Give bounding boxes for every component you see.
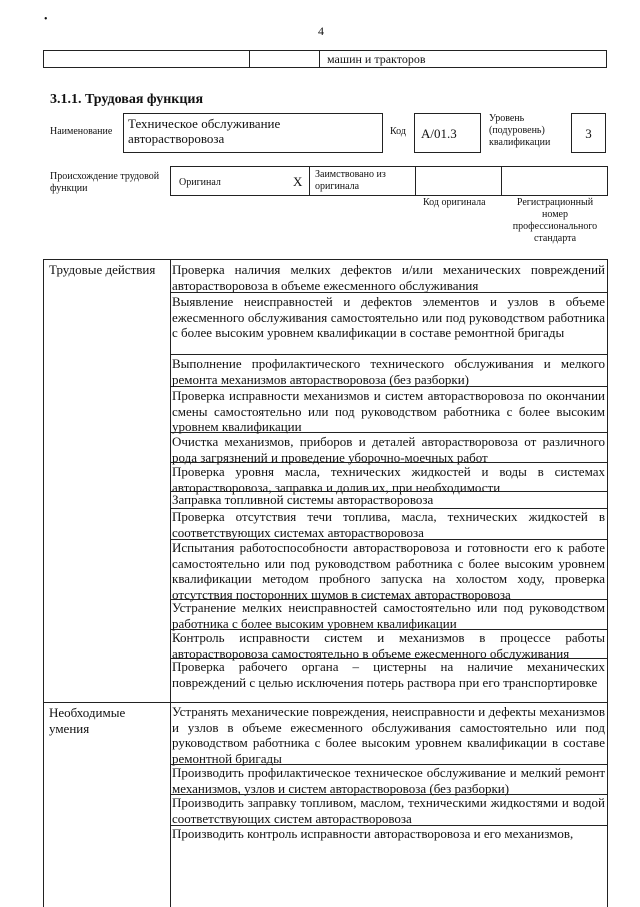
top-table-fragment: [43, 50, 607, 68]
required-skills-label: Необходимые умения: [49, 705, 126, 736]
labor-action-row: Выполнение профилактического технического обслуживания и мелкого ремонта механизмов авторастворовоза (без разборки): [172, 356, 605, 387]
level-value: 3: [571, 113, 606, 153]
skill-row: Устранять механические повреждения, неисправности и дефекты механизмов и узлов в объеме ежесменного обслуживания самостоятельно или под руководством работника с более высоким уровнем квалификации в составе ремонтной бригады: [172, 704, 605, 766]
original-label: Оригинал: [179, 177, 221, 188]
scan-mark: •: [44, 14, 48, 25]
labor-action-row: Выявление неисправностей и дефектов элементов и узлов в объеме ежесменного обслуживания самостоятельно или под руководством работника с более высоким уровнем квалификации в составе ремонтной бригады: [172, 294, 605, 340]
registration-caption: Регистрационный номер профессионального стандарта: [512, 197, 598, 244]
name-value: Техническое обслуживание авторастворовоза: [123, 113, 383, 153]
labor-action-row: Проверка исправности механизмов и систем авторастворовоза по окончании смены самостоятельно или под руководством работника с более высоким уровнем квалификации: [172, 388, 605, 434]
top-table-cell: машин и тракторов: [327, 52, 426, 66]
page-number: 4: [318, 24, 324, 38]
labor-action-row: Контроль исправности систем и механизмов в процессе работы авторастворовоза самостоятельно в объеме ежесменного обслуживания: [172, 630, 605, 661]
code-original-caption: Код оригинала: [423, 197, 486, 208]
labor-action-row: Устранение мелких неисправностей самостоятельно или под руководством работника с более высоким уровнем квалификации: [172, 600, 605, 631]
function-table: [43, 259, 608, 907]
labor-action-row: Очистка механизмов, приборов и деталей авторастворовоза от различного рода загрязнений и проведение уборочно-моечных работ: [172, 434, 605, 465]
labor-action-row: Испытания работоспособности авторастворовоза и готовности его к работе самостоятельно или под руководством работника с более высоким уровнем квалификации методом пробного запуска на холостом ходу, проверка отсутствия посторонних шумов в системах авторастворовоза: [172, 540, 605, 602]
labor-action-row: Проверка рабочего органа – цистерны на наличие механических повреждений с целью исключения потерь раствора при его транспортировке: [172, 659, 605, 690]
labor-actions-label: Трудовые действия: [49, 262, 156, 277]
original-mark: X: [293, 174, 303, 189]
code-label: Код: [390, 126, 406, 137]
skill-row: Производить заправку топливом, маслом, техническими жидкостями и водой соответствующих систем авторастворовоза: [172, 795, 605, 826]
labor-action-row: Заправка топливной системы авторастворовоза: [172, 492, 434, 507]
labor-action-row: Проверка наличия мелких дефектов и/или механических повреждений авторастворовоза в объеме ежесменного обслуживания: [172, 262, 605, 293]
labor-action-row: Проверка отсутствия течи топлива, масла, технических жидкостей в соответствующих системах авторастворовоза: [172, 509, 605, 540]
section-title: 3.1.1. Трудовая функция: [50, 92, 204, 107]
level-label: Уровень (подуровень) квалификации: [489, 113, 551, 148]
name-label: Наименование: [50, 126, 113, 137]
code-value: A/01.3: [414, 113, 481, 153]
borrowed-label: Заимствовано из оригинала: [315, 169, 386, 192]
labor-action-row: Проверка уровня масла, технических жидкостей и воды в системах авторастворовоза, заправка и долив их, при необходимости: [172, 464, 605, 495]
origin-label: Происхождение трудовой функции: [50, 171, 160, 194]
origin-table: [170, 166, 608, 196]
skill-row: Производить профилактическое техническое обслуживание и мелкий ремонт механизмов, узлов и систем авторастворовоза (без разборки): [172, 765, 605, 796]
skill-row: Производить контроль исправности авторастворовоза и его механизмов,: [172, 826, 574, 841]
